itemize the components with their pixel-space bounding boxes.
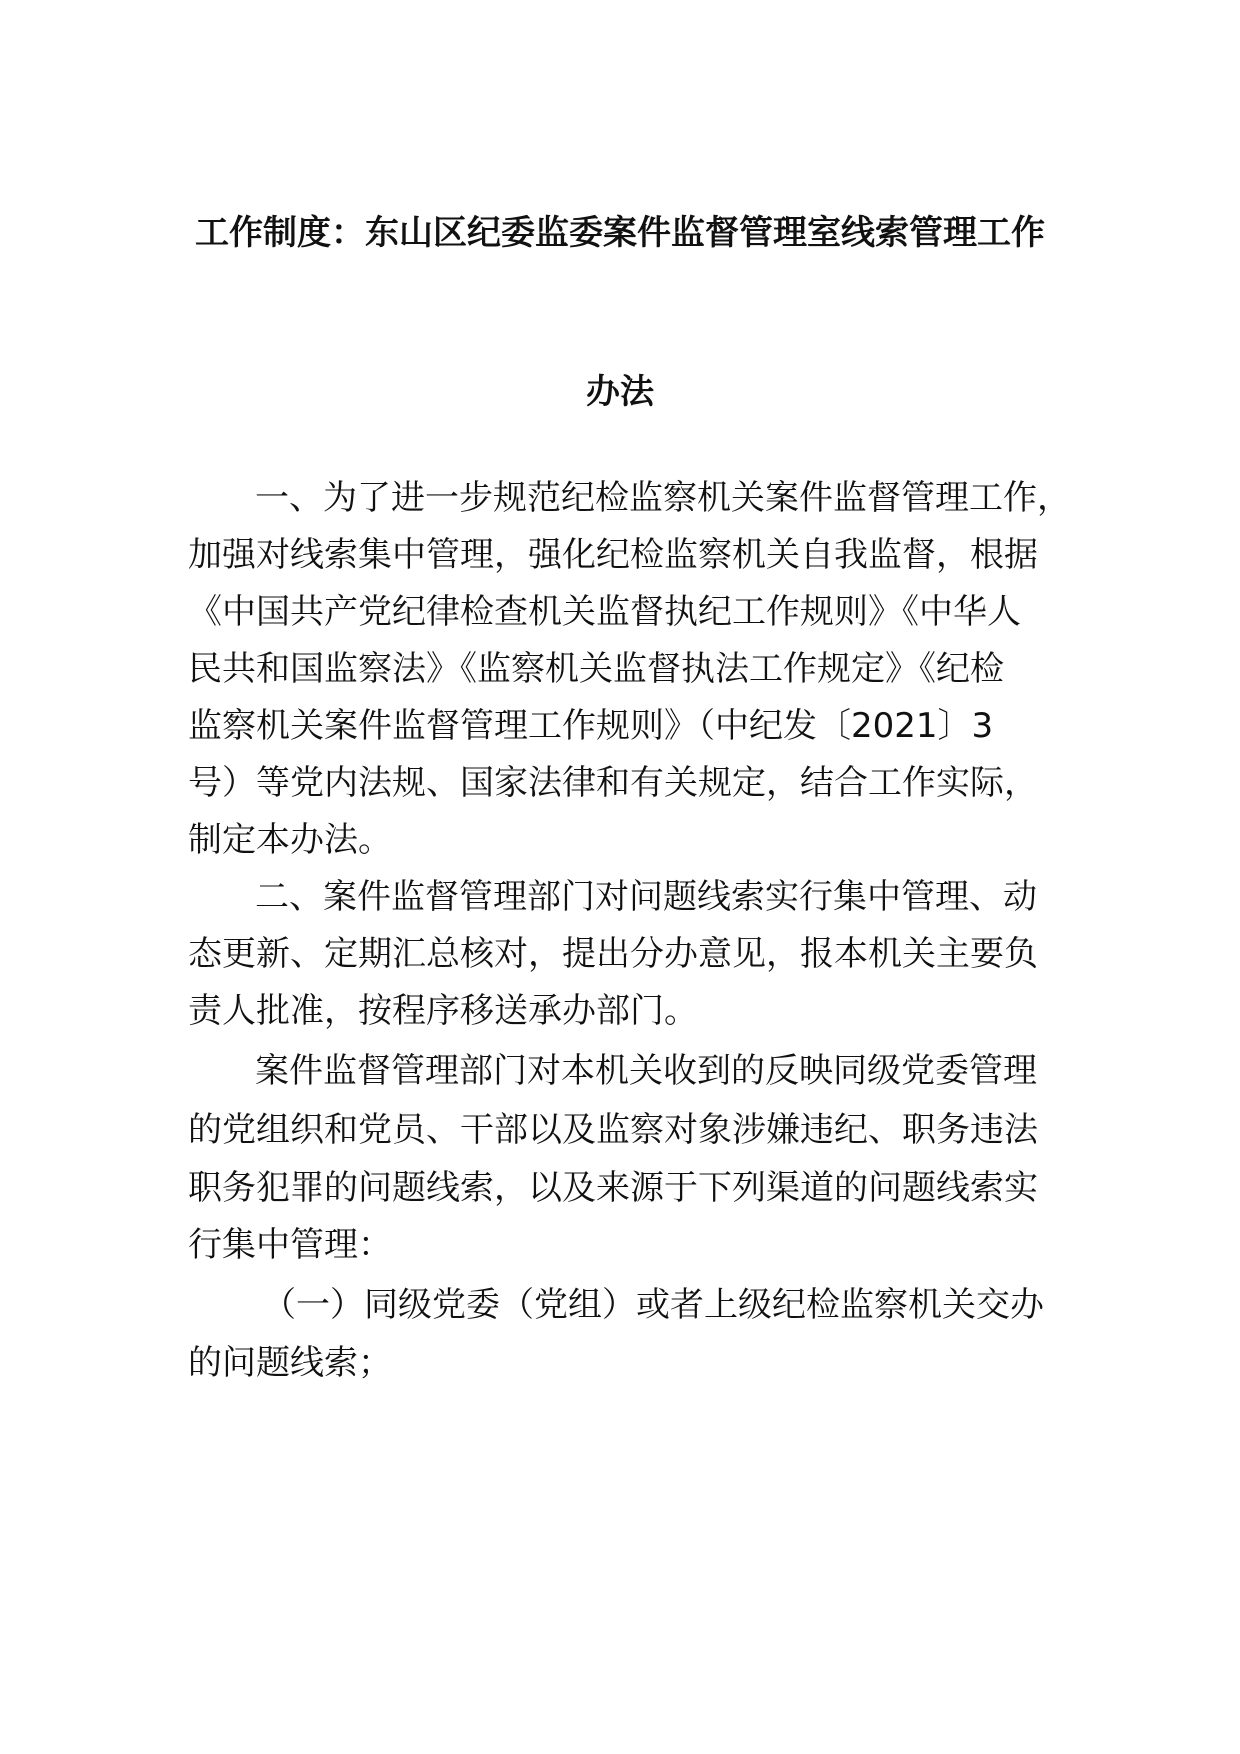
paragraph-1-line-6: 号）等党内法规、国家法律和有关规定，结合工作实际， [188, 763, 1038, 803]
paragraph-1-line-1: 一、为了进一步规范纪检监察机关案件监督管理工作， [255, 478, 1071, 518]
paragraph-3-line-1: 案件监督管理部门对本机关收到的反映同级党委管理 [255, 1051, 1037, 1091]
paragraph-1-line-7: 制定本办法。 [188, 820, 392, 860]
document-title-line-1: 工作制度：东山区纪委监委案件监督管理室线索管理工作 [195, 213, 1045, 253]
paragraph-1-line-4: 民共和国监察法》《监察机关监督执法工作规定》《纪检 [188, 649, 1004, 689]
paragraph-3-line-3: 职务犯罪的问题线索，以及来源于下列渠道的问题线索实 [188, 1168, 1038, 1208]
paragraph-2-line-1: 二、案件监督管理部门对问题线索实行集中管理、动 [255, 877, 1037, 917]
paragraph-3-line-4: 行集中管理： [188, 1225, 392, 1265]
list-item-1-line-2: 的问题线索； [188, 1343, 392, 1383]
paragraph-3-line-2: 的党组织和党员、干部以及监察对象涉嫌违纪、职务违法 [188, 1110, 1038, 1150]
paragraph-2-line-2: 态更新、定期汇总核对，提出分办意见，报本机关主要负 [188, 934, 1038, 974]
paragraph-1-line-5: 监察机关案件监督管理工作规则》（中纪发〔2021〕3 [188, 706, 994, 746]
list-item-1-line-1: （一）同级党委（党组）或者上级纪检监察机关交办 [262, 1285, 1044, 1325]
paragraph-1-line-3: 《中国共产党纪律检查机关监督执纪工作规则》《中华人 [188, 592, 1021, 632]
paragraph-1-line-2: 加强对线索集中管理，强化纪检监察机关自我监督，根据 [188, 535, 1038, 575]
document-title-line-2: 办法 [586, 372, 654, 412]
paragraph-2-line-3: 责人批准，按程序移送承办部门。 [188, 991, 698, 1031]
